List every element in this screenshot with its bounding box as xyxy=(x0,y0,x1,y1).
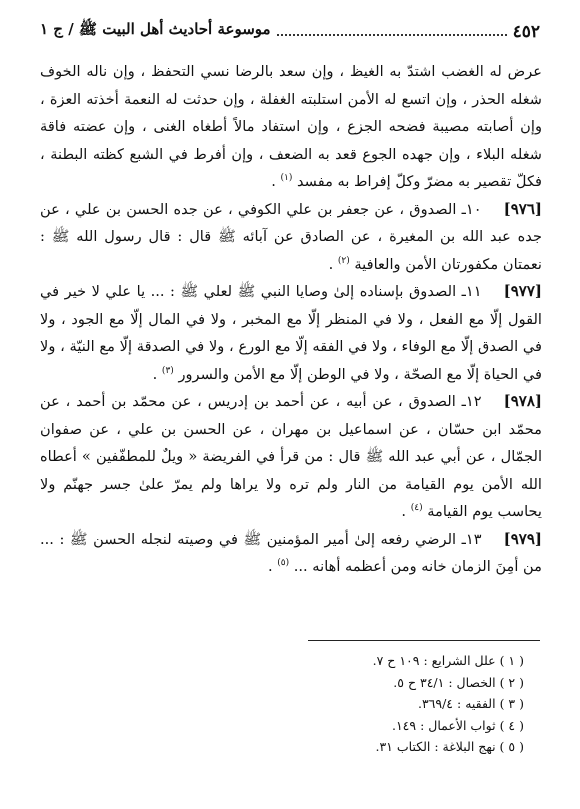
hadith-977: [٩٧٧]١١ـ الصدوق بإسناده إلىٰ وصايا النبي ﷺ لعلي ﷺ : ... يا علي لا خير في القول إلّا مع الفعل ، ولا في المنظر إلّا مع المخبر ، ولا في المال إلّا مع الجود ، ولا في الصدق إلّا مع الوفاء ، ولا في الفقه إلّا مع الورع ، ولا في الصدقة إلّا مع النيّة ، ولا في الحياة إلّا مع الصحّة ، ولا في الوطن إلّا مع الأمن والسرور $^{(٣)}$ . xyxy=(40,282,542,383)
footnote-ref: (١) xyxy=(280,173,293,184)
footnote-ref: (٣) xyxy=(161,365,174,376)
hadith-978: [٩٧٨]١٢ـ الصدوق ، عن أبيه ، عن أحمد بن إدريس ، عن محمّد بن أحمد ، عن محمّد ابن حسّان ، عن اسماعيل بن مهران ، عن الحسن بن علي ، عن صفوان الجمّال ، عن أبي عبد الله ﷺ قال : من قرأ في الفريضة « ويلٌ للمطفّفين » أعطاه الله الأمن يوم القيامة من النار ولم تره ولا يراها ولم يمرّ علىٰ جسر جهنّم ولا يحاسب يوم القيامة $^{(٤)}$ . xyxy=(40,392,542,520)
hadith-text: ١٠ـ الصدوق ، عن جعفر بن علي الكوفي ، عن جده الحسن بن علي ، عن جده عبد الله بن المغيرة ، عن الصادق عن آبائه ﷺ قال : قال رسول الله ﷺ : نعمتان مكفورتان الأمن والعافية xyxy=(40,200,542,273)
hadith-number: [٩٧٦] xyxy=(503,199,542,218)
footnote-item: ( ٥ ) نهج البلاغة : الكتاب ٣١. xyxy=(375,739,524,754)
main-text xyxy=(40,58,542,581)
footnote-item: ( ٢ ) الخصال : ٣٤/١ ح ٥. xyxy=(393,674,524,690)
footnote-item: ( ٣ ) الفقيه : ٣٦٩/٤. xyxy=(417,696,524,711)
intro-text: عرض له الغضب اشتدّ به الغيظ ، وإن سعد بالرضا نسي التحفظ ، وإن ناله الخوف شغله الحذر ، وإن اتسع له الأمن استلبته الغفلة ، وإن حدثت له النعمة أخذته العزة ، وإن أصابته مصيبة فضحه الجزع ، وإن استفاد مالاً أطغاه الغنى ، وإن عضته فاقة شغله البلاء ، وإن جهده الجوع قعد به الضعف ، وإن أفرط في الشبع كظته البطنة ، فكلّ تقصير به مضرّ وكلّ إفراط به مفسد xyxy=(40,63,542,190)
header-dotted-leader xyxy=(277,34,507,36)
footnote-ref: (٤) xyxy=(410,503,423,514)
hadith-number: [٩٧٧] xyxy=(503,282,542,300)
hadith-number: [٩٧٩] xyxy=(503,529,542,548)
hadith-979: [٩٧٩]١٣ـ الرضي رفعه إلىٰ أمير المؤمنين ﷺ في وصيته لنجله الحسن ﷺ : ... من أمِنَ الزمان خانه ومن أعظمه أهانه ... $^{(٥)}$ . xyxy=(40,529,542,575)
hadith-number: [٩٧٨] xyxy=(503,392,542,410)
footnote-separator xyxy=(308,640,540,641)
page-header xyxy=(40,16,540,42)
footnote-item: ( ٤ ) ثواب الأعمال : ١٤٩. xyxy=(391,717,524,733)
hadith-text: ١٢ـ الصدوق ، عن أبيه ، عن أحمد بن إدريس ، عن محمّد بن أحمد ، عن محمّد ابن حسّان ، عن اسماعيل بن مهران ، عن الحسن بن علي ، عن صفوان الجمّال ، عن أبي عبد الله ﷺ قال : من قرأ في الفريضة « ويلٌ للمطفّفين » أعطاه الله الأمن يوم القيامة من النار ولم تره ولا يراها ولم يمرّ علىٰ جسر جهنّم ولا يحاسب يوم القيامة xyxy=(40,393,542,520)
intro-paragraph: عرض له الغضب اشتدّ به الغيظ ، وإن سعد بالرضا نسي التحفظ ، وإن ناله الخوف شغله الحذر ، وإن اتسع له الأمن استلبته الغفلة ، وإن حدثت له النعمة أخذته العزة ، وإن أصابته مصيبة فضحه الجزع ، وإن استفاد مالاً أطغاه الغنى ، وإن عضته فاقة شغله البلاء ، وإن جهده الجوع قعد به الضعف ، وإن أفرط في الشبع كظته البطنة ، فكلّ تقصير به مضرّ وكلّ إفراط به مفسد $^{(١)}$ . xyxy=(40,63,542,190)
footnote-item: ( ١ ) علل الشرايع : ١٠٩ ح ٧. xyxy=(372,653,524,668)
hadith-976: [٩٧٦]١٠ـ الصدوق ، عن جعفر بن علي الكوفي ، عن جده الحسن بن علي ، عن جده عبد الله بن المغيرة ، عن الصادق عن آبائه ﷺ قال : قال رسول الله ﷺ : نعمتان مكفورتان الأمن والعافية $^{(٢)}$ . xyxy=(40,199,542,273)
page-number: ٤٥٢ xyxy=(512,22,540,42)
footnote-ref: (٢) xyxy=(337,255,350,266)
footnotes xyxy=(40,650,524,758)
hadith-text: ١٣ـ الرضي رفعه إلىٰ أمير المؤمنين ﷺ في وصيته لنجله الحسن ﷺ : ... من أمِنَ الزمان خانه ومن أعظمه أهانه ... xyxy=(40,530,542,575)
book-title: موسوعة أحاديث أهل البيت ﷺ / ج ١ xyxy=(40,20,271,38)
hadith-text: ١١ـ الصدوق بإسناده إلىٰ وصايا النبي ﷺ لعلي ﷺ : ... يا علي لا خير في القول إلّا مع الفعل ، ولا في المنظر إلّا مع المخبر ، ولا في المال إلّا مع الجود ، ولا في الصدق إلّا مع الوفاء ، ولا في الفقه إلّا مع الورع ، ولا في الصدقة إلّا مع النيّة ، ولا في الحياة إلّا مع الصحّة ، ولا في الوطن إلّا مع الأمن والسرور xyxy=(40,283,542,383)
footnote-ref: (٥) xyxy=(277,558,290,569)
